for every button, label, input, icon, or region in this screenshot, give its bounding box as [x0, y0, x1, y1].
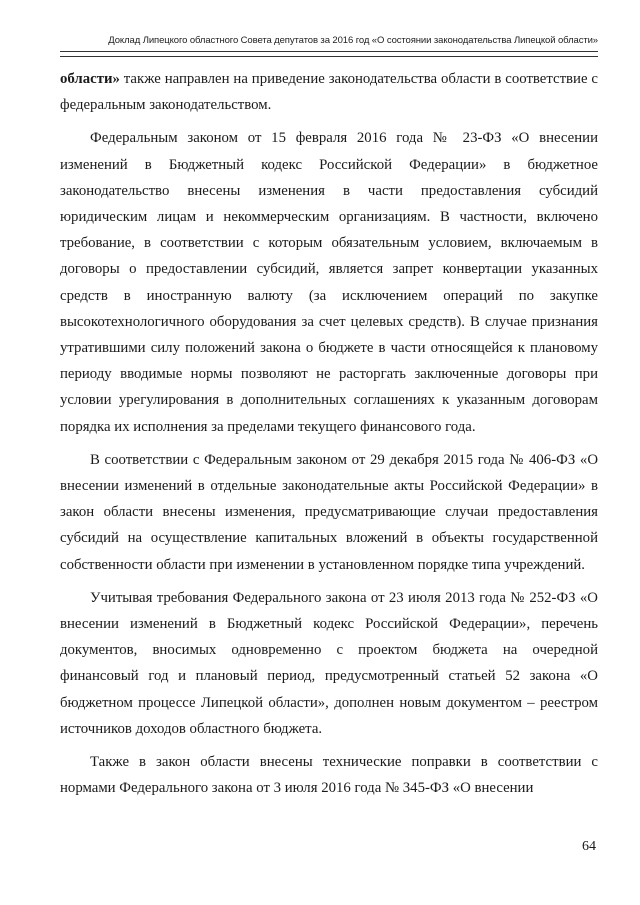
header-double-rule [60, 51, 598, 57]
paragraph-continuation [60, 66, 598, 118]
document-body [60, 66, 598, 808]
paragraph-4: Также в закон области внесены технические поправки в соответствии с нормами Федерального закона от 3 июля 2016 года № 345-ФЗ «О внесении [60, 754, 598, 797]
paragraph-2: В соответствии с Федеральным законом от 29 декабря 2015 года № 406-ФЗ «О внесении изменений в отдельные законодательные акты Российской Федерации» в закон области внесены изменения, предусматривающие случаи предоставления субсидий на осуществление капитальных вложений в объекты государственной собственности области при изменении в установленном порядке типа учреждений. [60, 451, 598, 573]
running-header: Доклад Липецкого областного Совета депутатов за 2016 год «О состоянии законодательства Липецкой области» [108, 35, 598, 46]
continuation-text: также направлен на приведение законодательства области в соответствие с федеральным законодательством. [60, 71, 598, 114]
continuation-bold-word: области» [60, 71, 120, 87]
paragraph-3: Учитывая требования Федерального закона от 23 июля 2013 года № 252-ФЗ «О внесении изменений в Бюджетный кодекс Российской Федерации», перечень документов, вносимых одновременно с проектом бюджета на очередной финансовый год и плановый период, предусмотренный статьей 52 закона «О бюджетном процессе Липецкой области», дополнен новым документом – реестром источников доходов областного бюджета. [60, 589, 598, 737]
page-number: 64 [582, 839, 596, 854]
paragraph-1: Федеральным законом от 15 февраля 2016 года № 23-ФЗ «О внесении изменений в Бюджетный кодекс Российской Федерации» в бюджетное законодательство внесены изменения в части предоставления субсидий юридическим лицам и некоммерческим организациям. В частности, включено требование, в соответствии с которым обязательным условием, включаемым в договоры о предоставлении субсидий, является запрет конвертации указанных средств в иностранную валюту (за исключением операций по закупке высокотехнологичного оборудования за счет целевых средств). В случае признания утратившими силу положений закона о бюджете в части относящейся к плановому периоду вводимые нормы позволяют не расторгать заключенные договоры при условии урегулирования в дополнительных соглашениях к указанным договорам порядка их исполнения за пределами текущего финансового года. [60, 130, 598, 435]
